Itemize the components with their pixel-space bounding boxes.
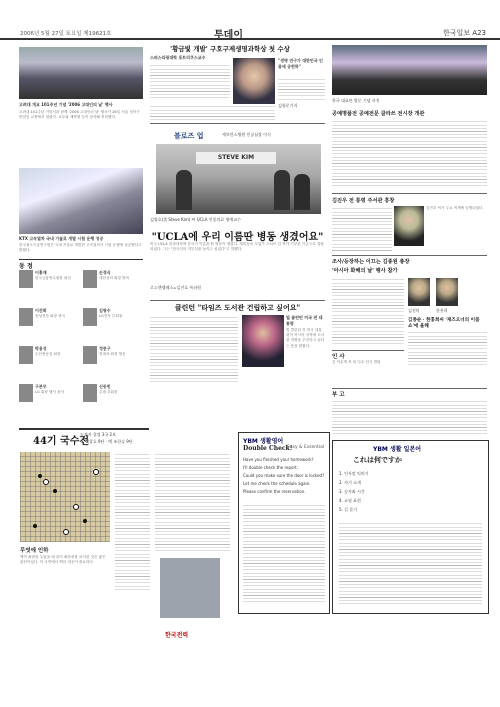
ktx-caption: KTX 고속열차 국내 기술로 개발 시험 운행 성공 xyxy=(19,236,104,241)
portrait-photo xyxy=(83,384,97,402)
kim-photo xyxy=(394,206,424,246)
clinton-photo xyxy=(242,315,284,367)
obits-title: 조사/등장하는 이끄는 김종원 총장 xyxy=(332,259,410,265)
masthead: 한국일보 A23 xyxy=(443,29,486,37)
baduk-sponsor: 한국전력 xyxy=(165,632,189,639)
person-name: 이홍재 xyxy=(35,270,47,275)
people-grid xyxy=(19,270,143,420)
baduk-subtitle: 도전자 결정 3국 2보 xyxy=(80,432,116,437)
interview-byline: 김형준기자 xyxy=(278,103,298,108)
portrait-name: 한홍희 xyxy=(436,308,448,313)
plaque-caption: 김영호(美 Steve Kim) 씨 UCLA 인종의료 명예교수 xyxy=(150,217,241,222)
event-body xyxy=(408,330,487,368)
person-name: 구본무 xyxy=(35,384,47,389)
clinton-body-text xyxy=(150,315,238,385)
people-divider xyxy=(19,259,143,260)
english-ad-item: Let me check the schedule again. xyxy=(243,481,311,486)
ucla-headline: "UCLA에 우리 이름딴 병동 생겼어요" xyxy=(151,232,324,243)
clinton-headline: 클린턴 "타임즈 도서관 건립하고 싶어요" xyxy=(174,303,301,312)
person-name: 김쌍수 xyxy=(99,308,111,313)
person-body: 현대차 회장 방문 xyxy=(99,352,126,356)
japanese-ad-item: 1. 인사말 익히기 xyxy=(339,471,369,476)
black-stone xyxy=(83,519,87,523)
plaque-sign: STEVE KIM xyxy=(196,152,276,164)
person-body: 한국금융연수원장 취임 xyxy=(35,276,71,280)
ktx-train-photo xyxy=(19,168,143,234)
portrait-photo xyxy=(19,384,33,402)
person-body: 대한상의 회장 방미 xyxy=(99,276,130,280)
kim-body-text xyxy=(332,206,392,252)
portrait-photo xyxy=(83,346,97,364)
baduk-commentary: 백이 좌변을 두었을 때 흑이 좌하귀를 차지한 것은 좋은 판단이었다. 이 국면에서 백의 대응이 중요하다. xyxy=(20,555,106,565)
blue-box-subtitle: 세브란스병원 인공심장 이식 xyxy=(222,132,271,137)
japanese-ad-brand: YBM 생활 일본어 xyxy=(373,446,422,453)
people-label: 동 정 xyxy=(19,263,33,270)
english-ad-body xyxy=(243,503,325,603)
ktx-body: 한국철도기술연구원은 국내 기술로 개발한 고속열차가 시험 운행에 성공했다고 밝혔다. xyxy=(19,243,142,253)
portrait-photo xyxy=(19,308,33,326)
english-ad-headline: Double Check! xyxy=(243,445,293,452)
kim-body: 김진우 씨가 주요 직책에 임명되었다. xyxy=(426,206,484,210)
exhibit-body xyxy=(332,119,487,189)
professor-photo xyxy=(233,58,275,104)
ucla-body: 미국 UCLA 의과대학에 한국인 이름을 딴 병동이 생겼다. 재미동포 사업가 스티브 김 씨가 기부한 기금으로 설립되었다. 그는 "한국인의 자부심을 높이고 싶었다"고 말했다. xyxy=(150,242,324,252)
japanese-ad-item: 2. 자기 소개 xyxy=(339,480,361,485)
person-figure xyxy=(176,170,192,210)
plaque-photo xyxy=(156,144,321,214)
anniversary-body: 고려대 101주년 기념식과 함께 '2006 고대인의 날' 행사가 26일 서울 성북구 안암동 교정에서 열렸다. 교우와 재학생 등이 참석해 축하했다. xyxy=(19,110,140,120)
issue-meta: 2006년 5월 27일 토요일 제19621호 xyxy=(20,31,112,37)
baduk-players: 흑 이창호 9단 · 백 조한승 9단 xyxy=(80,439,133,444)
japanese-ad xyxy=(332,440,489,614)
obits-body-text xyxy=(332,277,404,345)
interview-more-text xyxy=(150,104,275,120)
english-ad xyxy=(238,432,330,614)
clinton-quote: 빌 클린턴 미국 전 대통령 xyxy=(286,315,323,326)
japanese-ad-item: 4. 쇼핑 표현 xyxy=(339,498,361,503)
person-name: 정몽구 xyxy=(99,346,111,351)
person-name: 이건희 xyxy=(35,308,47,313)
clinton-body: 빌 클린턴 전 미국 대통령이 아시아 지역에 도서관 건립을 추진하고 싶다는 뜻을 밝혔다. xyxy=(286,328,325,348)
baduk-commentary-title: 무엇에 인하 xyxy=(20,548,49,554)
person-figure xyxy=(274,170,290,210)
baduk-board xyxy=(20,452,110,542)
english-ad-item: Could you make sure the door is locked? xyxy=(243,473,325,478)
blue-box-title: 블로즈 업 xyxy=(174,131,204,140)
white-stone xyxy=(73,504,79,510)
english-ad-sub: Easy & Essential xyxy=(287,445,325,450)
interview-quote-body xyxy=(278,77,325,101)
exhibit-title: 공예명품전 공예전문 클라쓰 전시장 개관 xyxy=(332,111,425,117)
japanese-ad-list xyxy=(339,471,482,516)
person-body: 두산중공업 회장 xyxy=(35,352,61,356)
japanese-ad-item: 3. 숫자와 시간 xyxy=(339,489,365,494)
baduk-title: 44기 국수전 xyxy=(33,436,90,447)
condolence-title: 인 사 xyxy=(332,354,345,360)
interview-quote: "생명 연구가 대한민국 인류에 공헌하" xyxy=(278,58,323,69)
baduk-continued-text xyxy=(155,452,230,552)
ucla-byline: 로스앤젤레스=김진호 특파원 xyxy=(150,285,201,290)
portrait-photo xyxy=(83,308,97,326)
black-stone xyxy=(33,524,37,528)
japanese-ad-item: 5. 길 묻기 xyxy=(339,507,357,512)
person-name: 신동빈 xyxy=(99,384,111,389)
portrait-photo xyxy=(19,346,33,364)
clinton-rule xyxy=(150,300,325,301)
interview-kicker: '황금빛 개발' 구호구제생명과학상 첫 수상 xyxy=(170,45,290,53)
japanese-ad-title: これは何ですか xyxy=(353,455,402,464)
white-stone xyxy=(43,479,49,485)
portrait-photo xyxy=(436,278,458,306)
person-figure xyxy=(294,174,310,210)
english-ad-list xyxy=(243,457,325,497)
kim-title: 김진우 전 통령 주서관 흥창 xyxy=(332,198,395,204)
interview-body-text xyxy=(150,63,230,101)
delegation-photo xyxy=(332,45,487,95)
event-title: 김종순 · 한홍희씨 '재즈오너의 이품쇼'에 올해 xyxy=(408,318,480,329)
section-title: 투데이 xyxy=(214,30,243,41)
portrait-photo xyxy=(408,278,430,306)
portrait-photo xyxy=(19,270,33,288)
black-stone xyxy=(53,489,57,493)
interview-subkicker: 스퍼스라링대학 포트리쿠스교수 xyxy=(150,55,206,60)
black-stone xyxy=(38,474,42,478)
condolence-rule xyxy=(332,350,404,351)
person-body: LG전자 부회장 xyxy=(99,314,123,318)
person-body: 삼성전자 회장 귀국 xyxy=(35,314,66,318)
kim-rule xyxy=(332,193,487,194)
condolence-body: 김 아무개 씨 외 다수 인사 발령 xyxy=(332,360,381,364)
notice-title: 부 고 xyxy=(332,392,345,398)
notice-body xyxy=(332,399,487,435)
english-ad-item: I'll double check the report. xyxy=(243,465,298,470)
portrait-photo xyxy=(83,270,97,288)
notice-rule xyxy=(332,388,487,389)
page-header xyxy=(0,26,500,40)
anniversary-caption: 고려대 개교 101주년 기념 '2006 고대인의 날' 행사 xyxy=(19,102,113,107)
baduk-side-text xyxy=(115,452,150,592)
obits-subtitle: '아시아 화해의 날' 행사 참가 xyxy=(332,268,398,274)
delegation-caption: 한국 대표단 방문 기념 사진 xyxy=(332,98,380,103)
person-name: 박용성 xyxy=(35,346,47,351)
person-body: 롯데 부회장 xyxy=(99,390,118,394)
baduk-ad-image xyxy=(160,558,220,618)
portrait-name: 김선미 xyxy=(408,308,420,313)
english-ad-item: Please confirm the reservation. xyxy=(243,489,306,494)
white-stone xyxy=(93,469,99,475)
english-ad-brand: YBM 생활영어 xyxy=(243,438,284,445)
japanese-ad-body xyxy=(339,521,482,607)
obits-rule xyxy=(332,255,487,256)
anniversary-photo xyxy=(19,47,143,99)
blue-box-rule xyxy=(150,123,325,126)
english-ad-item: Have you finished your homework? xyxy=(243,457,314,462)
baduk-rule xyxy=(19,428,149,430)
person-name: 손경식 xyxy=(99,270,111,275)
person-body: LG 회장 행사 참석 xyxy=(35,390,65,394)
white-stone xyxy=(63,529,69,535)
